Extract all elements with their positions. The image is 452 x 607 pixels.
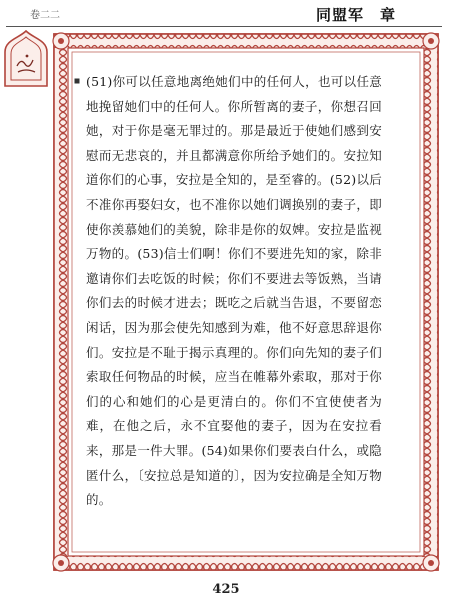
verse-paragraph: (51)你可以任意地离绝她们中的任何人，也可以任意地挽留她们中的任何人。你所暂离的妻子，你想召回她，对于你是毫无罪过的。那是最近于使她们感到安慰而无悲哀的，并且都满意你所给予她们的。安拉知道你们的心事，安拉是全知的，是至睿的。(52)以后不准你再娶妇女，也不准你以她们调换别的妻子，即使你羡慕她们的美貌，除非是你的奴婢。安拉是监视万物的。(53)信士们啊！你们不要进先知的家，除非邀请你们去吃饭的时候；你们不要进去等饭熟，当请你们去的时候才进去；既吃之后就当告退，不要留恋闲话，因为那会使先知感到为难，他不好意思辞退你们。安拉是不耻于揭示真理的。你们向先知的妻子们索取任何物品的时候，应当在帷幕外索取，那对于你们的心和她们的心是更清白的。你们不宜使使者为难，在他之后，永不宜娶他的妻子，因为在安拉看来，那是一件大罪。(54)如果你们要表白什么，或隐匿什么，〔安拉总是知道的〕，因为安拉确是全知万物的。 — [86, 74, 382, 508]
chapter-medallion-icon — [3, 30, 49, 88]
quran-text-block — [86, 70, 382, 513]
page-number: 425 — [212, 582, 240, 597]
verse-marker-icon — [74, 78, 80, 84]
chapter-volume-label: 卷二二 — [30, 10, 60, 21]
chapter-title: 同盟军 章 — [315, 6, 396, 24]
